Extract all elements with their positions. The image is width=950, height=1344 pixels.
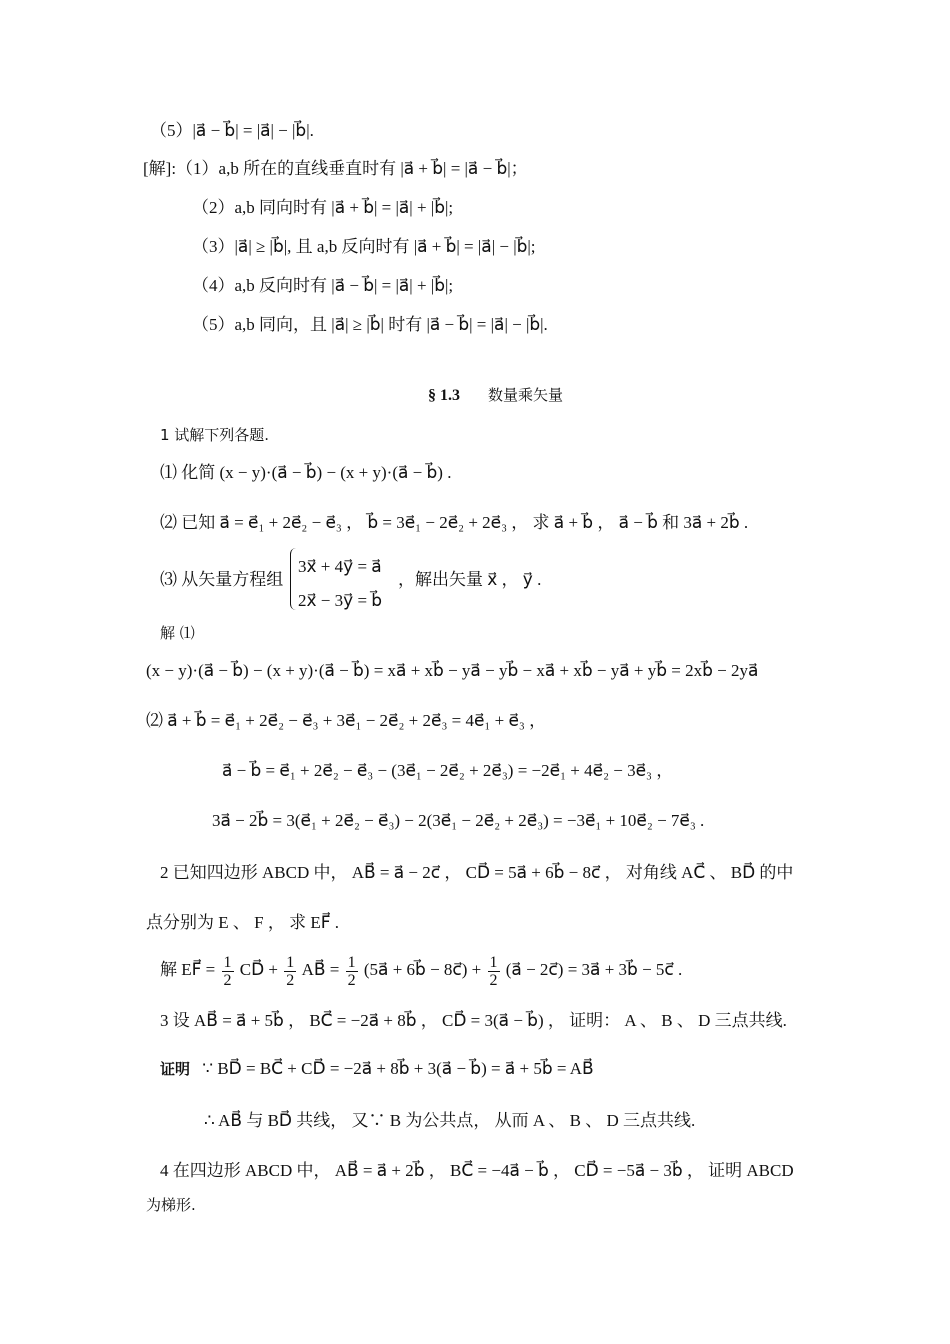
section-number: § 1.3 [428, 387, 460, 404]
proof-3-line-2: ∴ AB⃗ 与 BD⃗ 共线， 又∵ B 为公共点， 从而 A 、 B 、 D 三点共线. [204, 1111, 696, 1130]
fraction-one-half: $\frac{1}{2}$ [223, 953, 232, 989]
solution-2-result: (a⃗ − 2c⃗) = 3a⃗ + 3b⃗ − 5c⃗ . [505, 960, 683, 979]
solution-1-part-2-line-2: a⃗ − b⃗ = e⃗₁ + 2e⃗₂ − e⃗₃ − (3e⃗₁ − 2e⃗₂ + 2e⃗₃) = −2e⃗₁ + 4e⃗₂ − 3e⃗₃ ， [222, 761, 674, 780]
problem-1-part-2: ⑵ 已知 a⃗ = e⃗₁ + 2e⃗₂ − e⃗₃ ， b⃗ = 3e⃗₁ − 2e⃗₂ + 2e⃗₃ ， 求 a⃗ + b⃗ ， a⃗ − b⃗ 和 3a⃗ + 2b⃗ . [160, 513, 749, 532]
solution-2-lhs: 解 EF⃗ = [160, 960, 216, 979]
fraction-one-half: $\frac{1}{2}$ [489, 953, 498, 989]
solution-1-part-2-line-1: ⑵ a⃗ + b⃗ = e⃗₁ + 2e⃗₂ − e⃗₃ + 3e⃗₁ − 2e⃗₂ + 2e⃗₃ = 4e⃗₁ + e⃗₃ ， [146, 711, 547, 730]
solution-line-2: （2）a,b 同向时有 |a⃗ + b⃗| = |a⃗| + |b⃗|; [192, 198, 454, 217]
problem-4-statement-continued: 为梯形. [146, 1196, 196, 1214]
problem-3-statement: 3 设 AB⃗ = a⃗ + 5b⃗ ， BC⃗ = −2a⃗ + 8b⃗ ， CD⃗ = 3(a⃗ − b⃗) ， 证明： A 、 B 、 D 三点共线. [160, 1011, 787, 1030]
problem-2-statement: 2 已知四边形 ABCD 中， AB⃗ = a⃗ − 2c⃗ ， CD⃗ = 5a⃗ + 6b⃗ − 8c⃗ ， 对角线 AC⃗ 、 BD⃗ 的中 [160, 863, 794, 882]
solution-2-term-3: (5a⃗ + 6b⃗ − 8c⃗) + [363, 960, 482, 979]
solution-line-3: （3）|a⃗| ≥ |b⃗|, 且 a,b 反向时有 |a⃗ + b⃗| = |a⃗| − |b⃗|; [192, 237, 536, 256]
problem-2-statement-continued: 点分别为 E 、 F ， 求 EF⃗ . [146, 913, 340, 932]
section-title: 数量乘矢量 [488, 386, 564, 404]
solution-line-1: [解]:（1）a,b 所在的直线垂直时有 |a⃗ + b⃗| = |a⃗ − b⃗|； [143, 159, 528, 178]
equation-system-row-2: 2x⃗ − 3y⃗ = b⃗ [298, 591, 383, 610]
problem-1-part-3-suffix: ，解出矢量 x⃗ ， y⃗ . [398, 570, 542, 589]
solution-1-part-2-line-3: 3a⃗ − 2b⃗ = 3(e⃗₁ + 2e⃗₂ − e⃗₃) − 2(3e⃗₁ − 2e⃗₂ + 2e⃗₃) = −3e⃗₁ + 10e⃗₂ − 7e⃗₃ . [212, 811, 705, 830]
solution-2 [160, 952, 682, 989]
proof-label: 证明 [160, 1060, 191, 1078]
solution-1-part-1: (x − y)·(a⃗ − b⃗) − (x + y)·(a⃗ − b⃗) = xa⃗ + xb⃗ − ya⃗ − yb⃗ − xa⃗ + xb⃗ − ya⃗ + yb⃗ = 2xb⃗ − 2ya⃗ [146, 661, 759, 680]
proof-3-equation: ∵ BD⃗ = BC⃗ + CD⃗ = −2a⃗ + 8b⃗ + 3(a⃗ − b⃗) = a⃗ + 5b⃗ = AB⃗ [202, 1059, 594, 1078]
answer-line-5: （5）|a⃗ − b⃗| = |a⃗| − |b⃗|. [150, 121, 314, 140]
equation-system-row-1: 3x⃗ + 4y⃗ = a⃗ [298, 557, 382, 576]
problem-1-heading: 1 试解下列各题. [160, 426, 270, 444]
solution-line-4: （4）a,b 反向时有 |a⃗ − b⃗| = |a⃗| + |b⃗|; [192, 276, 454, 295]
problem-1-part-1: ⑴ 化简 (x − y)·(a⃗ − b⃗) − (x + y)·(a⃗ − b⃗) . [160, 463, 452, 482]
fraction-one-half: $\frac{1}{2}$ [347, 953, 356, 989]
solution-2-term-2: AB⃗ = [301, 960, 340, 979]
problem-1-part-3-prefix: ⑶ 从矢量方程组 [160, 570, 284, 589]
solution-1-label: 解 ⑴ [160, 624, 195, 642]
problem-4-statement: 4 在四边形 ABCD 中， AB⃗ = a⃗ + 2b⃗ ， BC⃗ = −4a⃗ − b⃗ ， CD⃗ = −5a⃗ − 3b⃗ ， 证明 ABCD [160, 1161, 794, 1180]
fraction-one-half: $\frac{1}{2}$ [286, 953, 295, 989]
solution-2-term-1: CD⃗ + [239, 960, 279, 979]
solution-line-5: （5）a,b 同向，且 |a⃗| ≥ |b⃗| 时有 |a⃗ − b⃗| = |a⃗| − |b⃗|. [192, 315, 548, 334]
proof-3-line-1 [160, 1058, 594, 1080]
section-heading [428, 384, 563, 407]
